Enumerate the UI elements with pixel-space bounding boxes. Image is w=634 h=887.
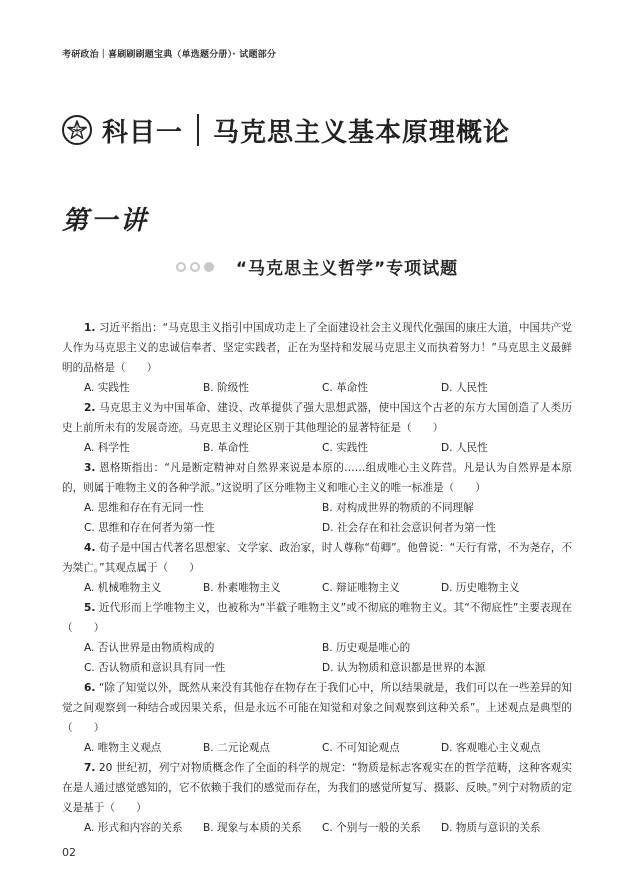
option-list [62, 498, 572, 538]
option-list [62, 438, 572, 458]
option-list [62, 818, 572, 838]
answer-option: D. 历史唯物主义 [441, 582, 520, 594]
answer-option: B. 阶级性 [203, 382, 249, 394]
question-stem [62, 678, 572, 738]
answer-option: C. 辩证唯物主义 [322, 582, 400, 594]
answer-option: C. 否认物质和意识具有同一性 [84, 662, 226, 674]
subject-heading [62, 108, 510, 152]
question-text: 近代形而上学唯物主义，也被称为“半截子唯物主义”或不彻底的唯物主义。其“不彻底性”主要表现在（ ） [62, 602, 572, 634]
question-item [62, 598, 572, 678]
question-text: 恩格斯指出：“凡是断定精神对自然界来说是本原的……组成唯心主义阵营。凡是认为自然界是本原的，则属于唯物主义的各种学派。”这说明了区分唯物主义和唯心主义的唯一标准是（ ） [62, 462, 572, 494]
topic-dots-decoration [176, 262, 214, 272]
dot-icon [204, 262, 214, 272]
question-text: 马克思主义为中国革命、建设、改革提供了强大思想武器，使中国这个古老的东方大国创造了人类历史上前所未有的发展奇迹。马克思主义理论区别于其他理论的显著特征是（ ） [62, 402, 572, 434]
subject-number: 科目一 [102, 117, 184, 148]
question-number: 3. [84, 462, 96, 474]
question-stem [62, 318, 572, 378]
question-number: 5. [84, 602, 96, 614]
answer-option: C. 个别与一般的关系 [322, 822, 421, 834]
question-text: 习近平指出：“马克思主义指引中国成功走上了全面建设社会主义现代化强国的康庄大道，中国共产党人作为马克思主义的忠诚信奉者、坚定实践者，正在为坚持和发展马克思主义而执着努力！”马克思主义最鲜明的品格是（ ） [62, 322, 572, 374]
option-list [62, 578, 572, 598]
answer-option: C. 不可知论观点 [322, 742, 400, 754]
question-list [62, 318, 572, 838]
question-item [62, 758, 572, 838]
lecture-title: 第一讲 [62, 200, 149, 237]
question-number: 2. [84, 402, 96, 414]
question-text: “除了知觉以外，既然从来没有其他存在物存在于我们心中，所以结果就是，我们可以在一些差异的知觉之间观察到一种结合或因果关系，但是永远不可能在知觉和对象之间观察到这种关系”。上述观点是典型的（ ） [62, 682, 572, 734]
answer-option: B. 对构成世界的物质的不同理解 [322, 502, 474, 514]
topic-heading [0, 254, 634, 279]
answer-option: C. 革命性 [322, 382, 368, 394]
answer-option: B. 历史观是唯心的 [322, 642, 411, 654]
answer-option: A. 唯物主义观点 [84, 742, 162, 754]
answer-option: B. 现象与本质的关系 [203, 822, 302, 834]
topic-title: “马克思主义哲学”专项试题 [235, 259, 459, 279]
answer-option: D. 认为物质和意识都是世界的本源 [322, 662, 486, 674]
question-item [62, 398, 572, 458]
answer-option: D. 人民性 [441, 382, 488, 394]
answer-option: B. 朴素唯物主义 [203, 582, 281, 594]
question-stem [62, 598, 572, 638]
answer-option: D. 人民性 [441, 442, 488, 454]
question-number: 4. [84, 542, 96, 554]
subject-divider [197, 114, 199, 146]
answer-option: A. 否认世界是由物质构成的 [84, 642, 215, 654]
question-item [62, 318, 572, 398]
answer-option: A. 思维和存在有无同一性 [84, 502, 204, 514]
answer-option: D. 社会存在和社会意识何者为第一性 [322, 522, 496, 534]
dot-icon [190, 262, 200, 272]
running-head: 考研政治｜喜刷刷刷题宝典（单选题分册）· 试题部分 [62, 50, 277, 60]
question-text: 20 世纪初，列宁对物质概念作了全面的科学的规定：“物质是标志客观实在的哲学范畴，这种客观实在是人通过感觉感知的，它不依赖于我们的感觉而存在，为我们的感觉所复写、摄影、反映。”列宁对物质的定义是基于（ ） [62, 762, 572, 814]
option-list [62, 638, 572, 678]
option-list [62, 378, 572, 398]
answer-option: A. 实践性 [84, 382, 130, 394]
answer-option: B. 革命性 [203, 442, 249, 454]
question-number: 6. [84, 682, 96, 694]
question-stem [62, 398, 572, 438]
page-number: 02 [62, 846, 76, 859]
question-stem [62, 538, 572, 578]
answer-option: C. 实践性 [322, 442, 368, 454]
question-stem [62, 458, 572, 498]
answer-option: D. 客观唯心主义观点 [441, 742, 541, 754]
answer-option: A. 机械唯物主义 [84, 582, 162, 594]
question-text: 荀子是中国古代著名思想家、文学家、政治家，时人尊称“荀卿”。他曾说：“天行有常，不为尧存，不为桀亡。”其观点属于（ ） [62, 542, 572, 574]
answer-option: B. 二元论观点 [203, 742, 270, 754]
answer-option: C. 思维和存在何者为第一性 [84, 522, 215, 534]
dot-icon [176, 262, 186, 272]
question-number: 1. [84, 322, 96, 334]
question-item [62, 458, 572, 538]
answer-option: A. 科学性 [84, 442, 130, 454]
answer-option: A. 形式和内容的关系 [84, 822, 183, 834]
question-number: 7. [84, 762, 96, 774]
star-badge-icon [62, 115, 92, 145]
question-item [62, 678, 572, 758]
subject-title: 马克思主义基本原理概论 [213, 117, 511, 148]
answer-option: D. 物质与意识的关系 [441, 822, 541, 834]
option-list [62, 738, 572, 758]
question-item [62, 538, 572, 598]
question-stem [62, 758, 572, 818]
